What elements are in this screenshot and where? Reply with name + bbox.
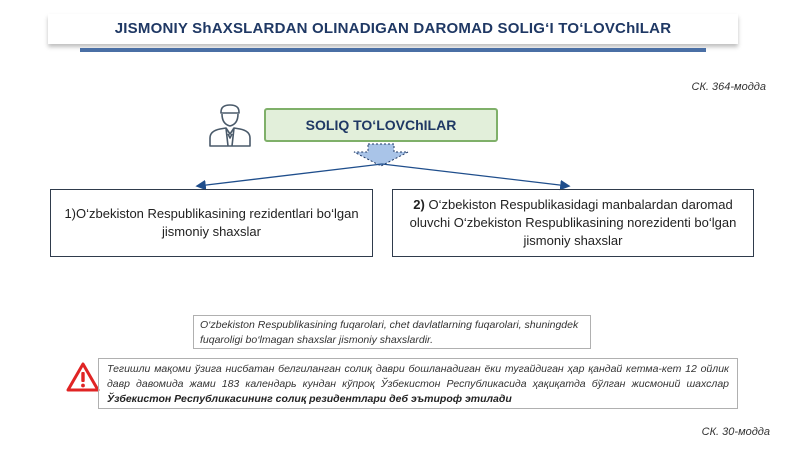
- reference-bottom: СК. 30-модда: [701, 426, 770, 438]
- resident-definition-text: Тегишли мақоми ўзига нисбатан белгиланган солиқ даври бошланадиган ёки тугайдиган ҳар қандай кетма-кет 12 ойлик давр давомида жами 183 календарь кундан кўпроқ Ўзбекистон Республикасида ҳақиқатда бўлган жисмоний шахслар: [107, 363, 729, 391]
- resident-text: 1)O‘zbekiston Respublikasining rezidentlari bo‘lgan jismoniy shaxslar: [64, 205, 359, 239]
- title-underline: [80, 48, 706, 52]
- nonresident-box: [392, 189, 754, 257]
- page-title: JISMONIY ShAXSLARDAN OLINADIGAN DAROMAD SOLIG‘I TO‘LOVChILAR: [114, 20, 672, 37]
- main-box: SOLIQ TO‘LOVChILAR: [264, 108, 498, 142]
- resident-definition-bold: Ўзбекистон Республикасининг солиқ резидентлари деб эътироф этилади: [107, 393, 512, 406]
- citizens-note: O‘zbekiston Respublikasining fuqarolari, chet davlatlarning fuqarolari, shuningdek fuqaroligi bo‘lmagan shaxslar jismoniy shaxslardir.: [193, 315, 591, 349]
- reference-top: СК. 364-модда: [691, 81, 766, 93]
- title-bar: [48, 14, 738, 44]
- person-icon: [206, 100, 254, 148]
- nonresident-number: 2): [413, 196, 425, 212]
- connector-right: [382, 164, 568, 186]
- nonresident-text: O‘zbekiston Respublikasidagi manbalardan daromad oluvchi O‘zbekiston Respublikasining norezidenti bo‘lgan jismoniy shaxslar: [409, 196, 737, 249]
- connector-left: [198, 164, 382, 186]
- resident-definition-note: [98, 358, 738, 409]
- warning-icon: [66, 362, 100, 392]
- resident-box: [50, 189, 373, 257]
- down-arrow-icon: [346, 143, 416, 167]
